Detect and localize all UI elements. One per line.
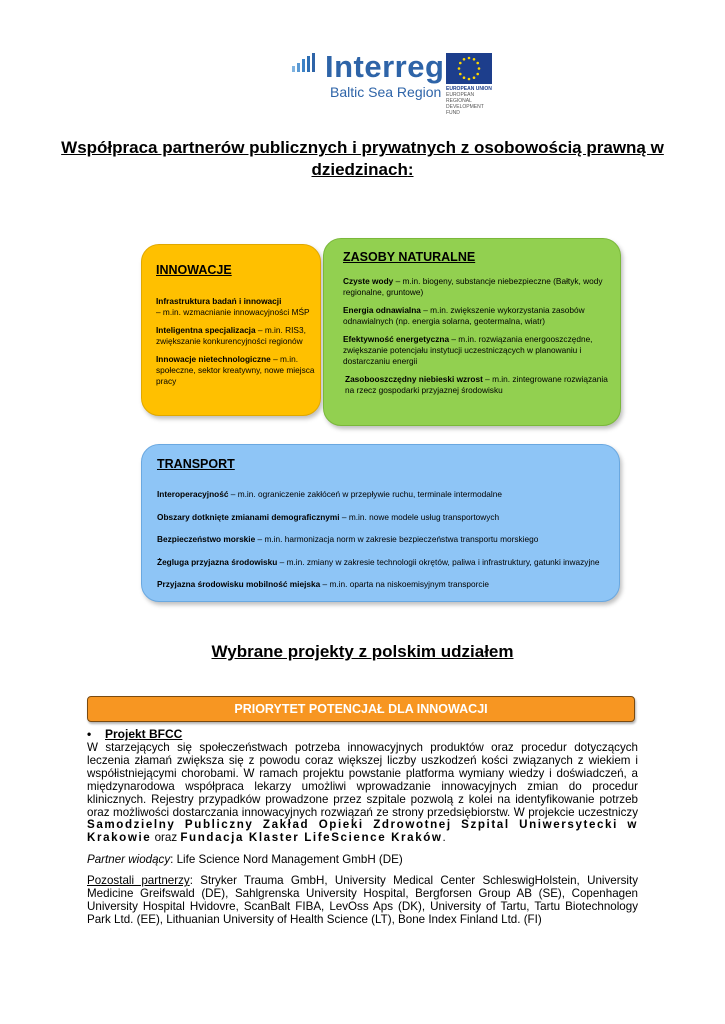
eu-line: EUROPEAN xyxy=(446,92,475,98)
eu-line: FUND xyxy=(446,110,460,116)
transport-list xyxy=(157,489,612,602)
list-item: Inteligentna specjalizacja – m.in. RIS3, zwiększanie konkurencyjności regionów xyxy=(156,325,306,346)
bullet-icon: • xyxy=(87,727,92,741)
partner-name: Fundacja Klaster LifeScience Kraków xyxy=(180,831,443,845)
transport-heading: TRANSPORT xyxy=(157,457,235,471)
eu-fund-label xyxy=(446,86,506,116)
logo-brand: Interreg xyxy=(325,49,445,84)
other-partners-value: : Stryker Trauma GmbH, University Medical Center SchleswigHolstein, University Medicine Greifswald (DE), Sahlgrenska University Hospital, Bergforsen Group AB (SE), Copenhagen University Hospital Hvidovre, ScanBalt FIBA, LevOss Aps (DK), University of Tartu, Tartu Biotechnology Park Ltd. (EE), Lithuanian University of Health Science (LT), Bone Index Finland Ltd. (FI) xyxy=(87,874,638,926)
lead-partner-value: : Life Science Nord Management GmbH (DE) xyxy=(170,853,403,866)
eu-line: EUROPEAN UNION xyxy=(446,86,492,92)
project-description: W starzejących się społeczeństwach potrzeba innowacyjnych produktów oraz procedur dotyczących leczenia złamań zwiększa się z powodu coraz większej liczby uszkodzeń kości związanych z wiekiem i współistniejącymi chorobami. W ramach projektu powstanie platforma wymiany wiedzy i doświadczeń, a międzynarodowa współpraca lekarzy umożliwi wprowadzanie innowacyjnych zmian do procedur klinicznych. Rejestry przypadków prowadzone przez szpitale pozwolą z kolei na identyfikowanie potrzeb oraz możliwości dostarczania innowacyjnych rozwiązań ze strony przedsiębiorstw. W projekcie uczestniczy Samodzielny Publiczny Zakład Opieki Zdrowotnej Szpital Uniwersytecki w Krakowie oraz Fundacja Klaster LifeScience Kraków. xyxy=(87,741,638,845)
eu-line: REGIONAL xyxy=(446,98,472,104)
list-item: Interoperacyjność – m.in. ograniczenie zakłóceń w przepływie ruchu, terminale intermodalne xyxy=(157,489,502,499)
list-item: Efektywność energetyczna – m.in. rozwiązania energooszczędne, zwiększanie potencjału instytucji uczestniczących w planowaniu i dostarczaniu energii xyxy=(343,334,593,366)
other-partners xyxy=(87,875,638,927)
eu-line: DEVELOPMENT xyxy=(446,104,484,110)
lead-partner-label: Partner wiodący xyxy=(87,853,171,866)
list-item: Przyjazna środowisku mobilność miejska – m.in. oparta na niskoemisyjnym transporcie xyxy=(157,579,490,590)
list-item: Infrastruktura badań i innowacji – m.in. wzmacnianie innowacyjności MŚP xyxy=(156,296,310,317)
list-item: Żegluga przyjazna środowisku – m.in. zmiany w zakresie technologii okrętów, paliwa i infrastruktury, gatunki inwazyjne xyxy=(157,556,600,567)
innowacje-list xyxy=(156,296,316,394)
other-partners-label: Pozostali partnerzy xyxy=(87,874,190,887)
priority-banner: PRIORYTET POTENCJAŁ DLA INNOWACJI xyxy=(87,696,635,722)
signal-bars-icon xyxy=(292,52,324,78)
zasoby-list xyxy=(343,276,611,403)
zasoby-box xyxy=(323,238,621,426)
page-title xyxy=(60,137,665,181)
section-title: Wybrane projekty z polskim udziałem xyxy=(211,642,514,661)
page-title-text: Współpraca partnerów publicznych i prywatnych z osobowością prawną w dziedzinach xyxy=(61,138,664,179)
innowacje-heading: INNOWACJE xyxy=(156,263,232,277)
project-heading xyxy=(87,727,182,741)
list-item: Obszary dotknięte zmianami demograficznymi – m.in. nowe modele usług transportowych xyxy=(157,511,500,522)
lead-partner xyxy=(87,854,638,867)
list-item: Bezpieczeństwo morskie – m.in. harmonizacja norm w zakresie bezpieczeństwa transportu morskiego xyxy=(157,534,539,545)
partner-name: Samodzielny Publiczny Zakład Opieki Zdrowotnej Szpital Uniwersytecki w Krakowie xyxy=(87,818,638,845)
zasoby-heading: ZASOBY NATURALNE xyxy=(343,250,476,264)
list-item: Innowacje nietechnologiczne – m.in. społeczne, sektor kreatywny, nowe miejsca pracy xyxy=(156,354,315,386)
page-title-suffix: : xyxy=(407,160,414,179)
eu-flag-icon xyxy=(446,53,492,84)
innowacje-box xyxy=(141,244,321,416)
list-item: Energia odnawialna – m.in. zwiększenie wykorzystania zasobów odnawialnych (np. energia solarna, geotermalna, wiatr) xyxy=(343,305,585,326)
transport-box xyxy=(141,444,620,602)
list-item: Czyste wody – m.in. biogeny, substancje niebezpieczne (Bałtyk, wody regionalne, gruntowe) xyxy=(343,276,603,297)
logo-subtitle: Baltic Sea Region xyxy=(330,84,442,100)
project-name: Projekt BFCC xyxy=(105,727,183,741)
list-item: Zasobooszczędny niebieski wzrost – m.in. zintegrowane rozwiązania na rzecz gospodarki przyjaznej środowisku xyxy=(345,374,608,395)
